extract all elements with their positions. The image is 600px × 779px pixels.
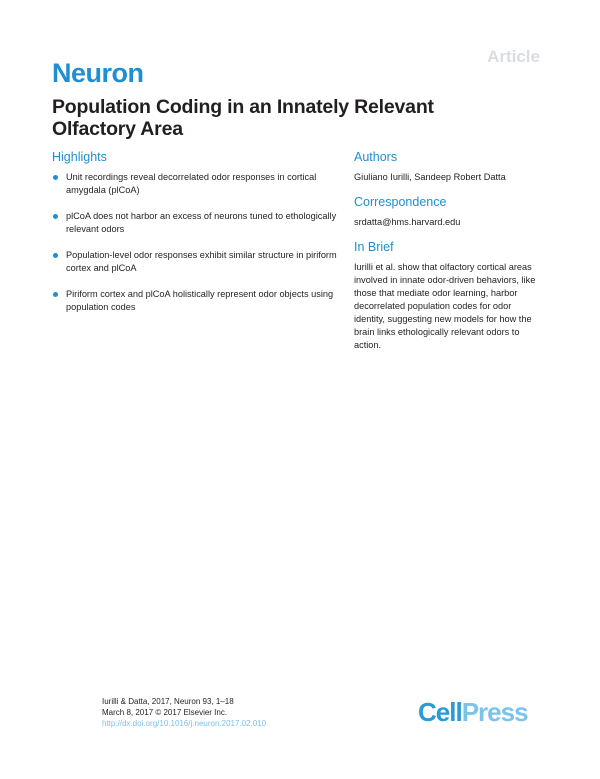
author-names: Giuliano Iurilli, Sandeep Robert Datta: [354, 172, 506, 182]
sidebar-column: [354, 150, 554, 363]
correspondence-email[interactable]: srdatta@hms.harvard.edu: [354, 217, 461, 227]
in-brief-heading: In Brief: [354, 240, 394, 254]
highlights-list: [52, 171, 342, 314]
journal-name: Neuron: [52, 58, 144, 88]
correspondence-section: [354, 195, 554, 229]
citation-footer: [102, 696, 266, 729]
in-brief-text: Iurilli et al. show that olfactory cortical areas involved in innate odor-driven behaviors, like those that mediate odor learning, harbor decorrelated population codes for odor identity, suggesting new models for how the brain links ethologically relevant odors to action.: [354, 262, 536, 350]
highlights-section: [52, 150, 342, 327]
authors-section: [354, 150, 554, 184]
highlight-text: Population-level odor responses exhibit similar structure in piriform cortex and plCoA: [66, 250, 337, 273]
paper-title: Population Coding in an Innately Relevant Olfactory Area: [52, 96, 434, 140]
highlight-item: [52, 210, 342, 236]
bullet-icon: [53, 292, 58, 297]
highlight-text: Unit recordings reveal decorrelated odor responses in cortical amygdala (plCoA): [66, 172, 317, 195]
article-type-label: Article: [487, 47, 540, 66]
highlights-heading: Highlights: [52, 150, 107, 164]
in-brief-section: [354, 240, 554, 352]
highlight-text: Piriform cortex and plCoA holistically represent odor objects using population codes: [66, 289, 334, 312]
highlight-item: [52, 171, 342, 197]
citation-line: Iurilli & Datta, 2017, Neuron 93, 1–18: [102, 697, 234, 706]
highlight-item: [52, 288, 342, 314]
cellpress-logo-press: Press: [461, 697, 528, 727]
bullet-icon: [53, 253, 58, 258]
highlight-text: plCoA does not harbor an excess of neurons tuned to ethologically relevant odors: [66, 211, 337, 234]
authors-heading: Authors: [354, 150, 398, 164]
correspondence-heading: Correspondence: [354, 195, 447, 209]
doi-link[interactable]: http://dx.doi.org/10.1016/j.neuron.2017.02.010: [102, 719, 267, 728]
bullet-icon: [53, 175, 58, 180]
copyright-line: March 8, 2017 © 2017 Elsevier Inc.: [102, 708, 228, 717]
highlight-item: [52, 249, 342, 275]
cellpress-logo-cell: Cell: [418, 697, 462, 727]
bullet-icon: [53, 214, 58, 219]
cellpress-logo: [418, 697, 528, 728]
